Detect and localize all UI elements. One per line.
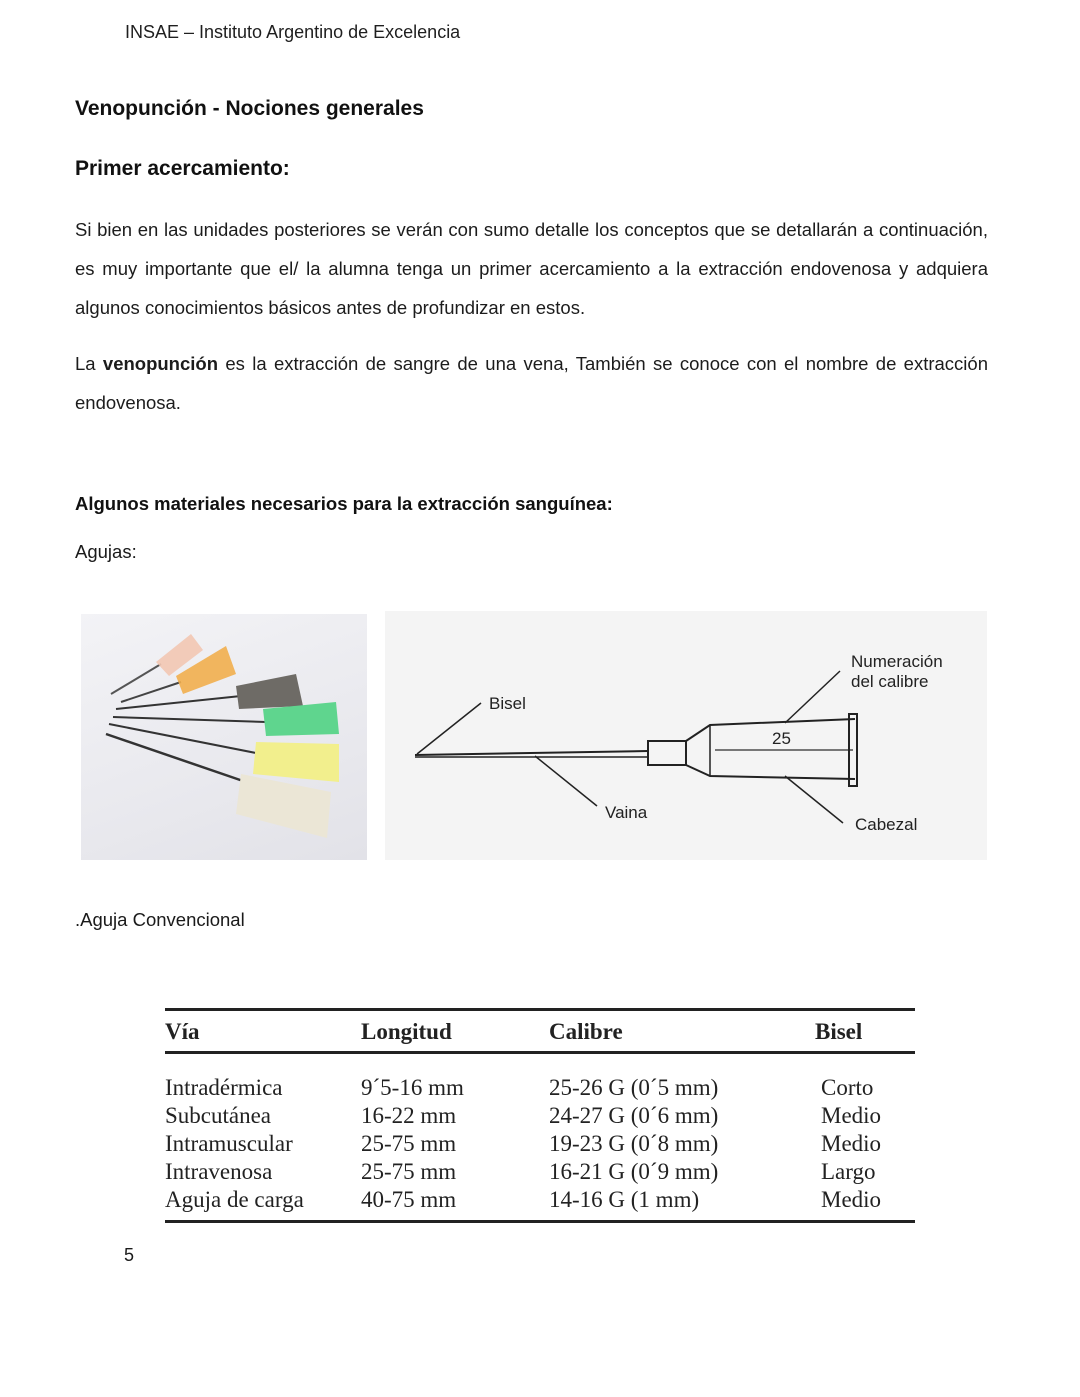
colored-needles-image: [81, 614, 367, 860]
cell-bisel: Medio: [821, 1103, 882, 1128]
page-title: Venopunción - Nociones generales: [75, 97, 424, 120]
cell-longitud: 9´5-16 mm: [361, 1075, 464, 1100]
cell-calibre: 24-27 G (0´6 mm): [549, 1103, 719, 1128]
table-header-row: [165, 1010, 915, 1053]
definition-term: venopunción: [102, 353, 219, 374]
cell-bisel: Corto: [821, 1075, 874, 1100]
cell-longitud: 40-75 mm: [361, 1187, 457, 1212]
cell-via: Subcutánea: [165, 1103, 272, 1128]
gauge-number-label-2: del calibre: [851, 672, 929, 691]
cell-calibre: 14-16 G (1 mm): [549, 1187, 700, 1212]
cell-bisel: Medio: [821, 1131, 882, 1156]
cell-longitud: 25-75 mm: [361, 1159, 457, 1184]
cell-longitud: 16-22 mm: [361, 1103, 457, 1128]
table-row: [165, 1102, 915, 1130]
page-number: 5: [124, 1245, 135, 1265]
definition-text: es la extracción de sangre de una vena, También se conoce con el nombre de extracción endovenosa.: [75, 353, 988, 413]
needles-photo: [81, 614, 367, 860]
cell-longitud: 25-75 mm: [361, 1131, 457, 1156]
materials-heading: Algunos materiales necesarios para la extracción sanguínea:: [75, 493, 613, 514]
definition-paragraph: [75, 344, 988, 422]
table-row: [165, 1186, 915, 1222]
table-row: [165, 1130, 915, 1158]
bevel-label: Bisel: [489, 694, 526, 713]
needles-label: Agujas:: [75, 541, 137, 562]
definition-prefix: La: [75, 353, 103, 374]
cell-bisel: Largo: [821, 1159, 876, 1184]
table-row: [165, 1053, 915, 1103]
cell-via: Intradérmica: [165, 1075, 283, 1100]
column-header-calibre: Calibre: [549, 1010, 815, 1053]
needle-diagram: [385, 611, 987, 860]
intro-paragraph: Si bien en las unidades posteriores se verán con sumo detalle los conceptos que se detallarán a continuación, es muy importante que el/ la alumna tenga un primer acercamiento a la extracción endovenosa y adquiera algunos conocimientos básicos antes de profundizar en estos.: [75, 219, 988, 318]
needle-anatomy-diagram: [385, 611, 987, 860]
cell-bisel: Medio: [821, 1187, 882, 1212]
section-subtitle: Primer acercamiento:: [75, 157, 290, 180]
figure-caption: .Aguja Convencional: [75, 909, 245, 930]
column-header-via: Vía: [165, 1010, 361, 1053]
cell-calibre: 19-23 G (0´8 mm): [549, 1131, 719, 1156]
gauge-value-label: 25: [772, 729, 791, 748]
shaft-label: Vaina: [605, 803, 648, 822]
gauge-number-label: Numeración: [851, 652, 943, 671]
needle-specs-table: [165, 1008, 915, 1223]
cell-via: Intramuscular: [165, 1131, 293, 1156]
column-header-bisel: Bisel: [815, 1010, 915, 1053]
document-header: INSAE – Instituto Argentino de Excelencia: [125, 22, 461, 42]
table-row: [165, 1158, 915, 1186]
cell-via: Aguja de carga: [165, 1187, 304, 1212]
column-header-longitud: Longitud: [361, 1010, 549, 1053]
cell-calibre: 25-26 G (0´5 mm): [549, 1075, 719, 1100]
cell-calibre: 16-21 G (0´9 mm): [549, 1159, 719, 1184]
cell-via: Intravenosa: [165, 1159, 273, 1184]
hub-label: Cabezal: [855, 815, 918, 834]
